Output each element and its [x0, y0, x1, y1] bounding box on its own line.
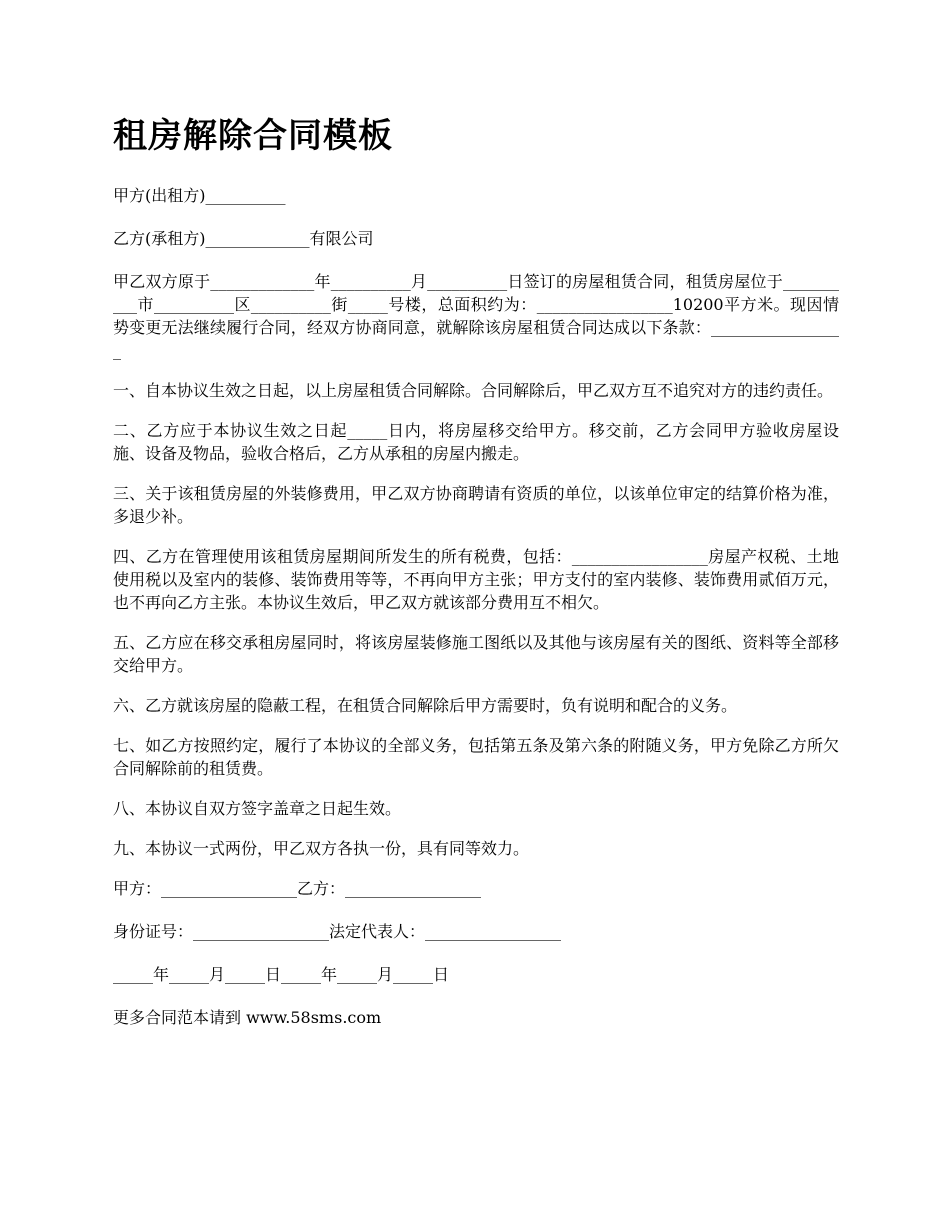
clause-6: 六、乙方就该房屋的隐蔽工程，在租赁合同解除后甲方需要时，负有说明和配合的义务。 — [113, 696, 738, 715]
signature-line: 甲方：_________________乙方：_________________ — [113, 879, 482, 898]
footer-note: 更多合同范本请到 www.58sms.com — [113, 1008, 382, 1027]
id-number-line: 身份证号：_________________法定代表人：_________________ — [113, 922, 562, 941]
clause-7: 七、如乙方按照约定，履行了本协议的全部义务，包括第五条及第六条的附随义务，甲方免除乙方所欠合同解除前的租赁费。 — [113, 736, 839, 778]
clause-3: 三、关于该租赁房屋的外装修费用，甲乙双方协商聘请有资质的单位，以该单位审定的结算价格为准，多退少补。 — [113, 484, 839, 526]
document-title: 租房解除合同模板 — [113, 116, 393, 156]
clause-8: 八、本协议自双方签字盖章之日起生效。 — [113, 799, 402, 818]
clause-4: 四、乙方在管理使用该租赁房屋期间所发生的所有税费，包括：_________________房屋产权税、土地使用税以及室内的装修、装饰费用等等，不再向甲方主张；甲方支付的室内装修、装饰费用贰佰万元，也不再向乙方主张。本协议生效后，甲乙双方就该部分费用互不相欠。 — [113, 547, 839, 612]
document-page — [113, 112, 839, 1045]
clause-5: 五、乙方应在移交承租房屋同时，将该房屋装修施工图纸以及其他与该房屋有关的图纸、资料等全部移交给甲方。 — [113, 633, 839, 675]
date-line: _____年_____月_____日_____年_____月_____日 — [113, 965, 450, 984]
clause-1: 一、自本协议生效之日起，以上房屋租赁合同解除。合同解除后，甲乙双方互不追究对方的违约责任。 — [113, 381, 834, 400]
party-b-line: 乙方(承租方)_____________有限公司 — [113, 229, 374, 248]
clause-9: 九、本协议一式两份，甲乙双方各执一份，具有同等效力。 — [113, 839, 530, 858]
party-a-line: 甲方(出租方)__________ — [113, 186, 286, 205]
clause-2: 二、乙方应于本协议生效之日起_____日内，将房屋移交给甲方。移交前，乙方会同甲方验收房屋设施、设备及物品，验收合格后，乙方从承租的房屋内搬走。 — [113, 421, 839, 463]
intro-paragraph: 甲乙双方原于_____________年__________月__________日签订的房屋租赁合同，租赁房屋位于__________市__________区__________街_____号楼，总面积约为：_________________10200平方米。现因情势变更无法继续履行合同，经双方协商同意，就解除该房屋租赁合同达成以下条款：_________________ — [113, 272, 839, 360]
